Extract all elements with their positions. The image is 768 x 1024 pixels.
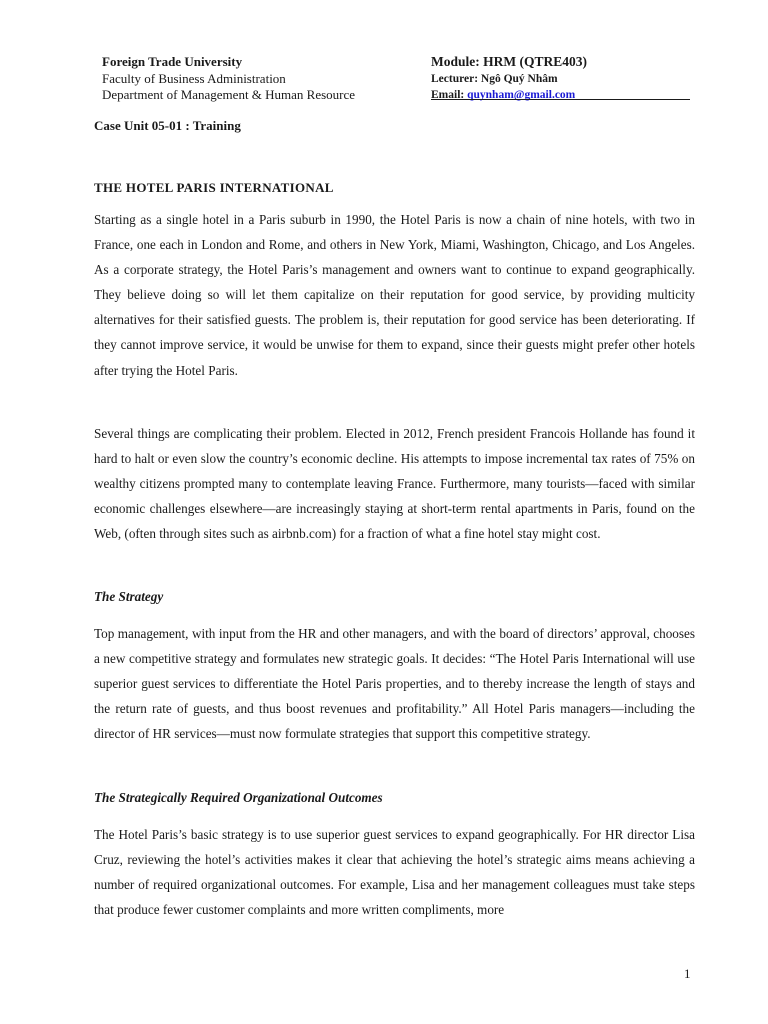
section-heading-strategy: The Strategy xyxy=(94,589,164,604)
module-code: Module: HRM (QTRE403) xyxy=(431,54,587,69)
department-name: Department of Management & Human Resource xyxy=(102,87,356,102)
document-title: THE HOTEL PARIS INTERNATIONAL xyxy=(94,180,334,195)
section-heading-outcomes: The Strategically Required Organizational Outcomes xyxy=(94,790,383,805)
paragraph-complications: Several things are complicating their problem. Elected in 2012, French president Francois Hollande has found it hard to halt or even slow the country’s economic decline. His attempts to impose incremental tax rates of 75% on wealthy citizens prompted many to contemplate leaving France. Furthermore, many tourists—faced with similar economic challenges elsewhere—are increasingly staying at short-term rental apartments in Paris, found on the Web, (often through sites such as airbnb.com) for a fraction of what a fine hotel stay might cost. xyxy=(94,426,695,542)
paragraph-intro: Starting as a single hotel in a Paris suburb in 1990, the Hotel Paris is now a chain of nine hotels, with two in France, one each in London and Rome, and others in New York, Miami, Washington, Chicago, and Los Angeles. As a corporate strategy, the Hotel Paris’s management and owners want to continue to expand geographically. They believe doing so will let them capitalize on their reputation for good service, by providing multicity alternatives for their satisfied guests. The problem is, their reputation for good service has been deteriorating. If they cannot improve service, it would be unwise for them to expand, since their guests might prefer other hotels after trying the Hotel Paris. xyxy=(94,212,695,378)
lecturer-name: Lecturer: Ngô Quý Nhâm xyxy=(431,72,558,85)
case-unit-heading: Case Unit 05-01 : Training xyxy=(94,118,241,133)
email-label: Email: xyxy=(431,88,468,101)
header-institution xyxy=(102,54,422,104)
header-divider xyxy=(431,99,690,100)
email-link[interactable]: quynham@gmail.com xyxy=(467,88,576,101)
page-number: 1 xyxy=(684,966,691,981)
university-name: Foreign Trade University xyxy=(102,54,243,69)
email-line xyxy=(431,87,691,103)
header-module xyxy=(431,54,691,103)
paragraph-strategy: Top management, with input from the HR and other managers, and with the board of directors’ approval, chooses a new competitive strategy and formulates new strategic goals. It decides: “The Hotel Paris International will use superior guest services to differentiate the Hotel Paris properties, and to thereby increase the length of stays and the return rate of guests, and thus boost revenues and profitability.” All Hotel Paris managers—including the director of HR services—must now formulate strategies that support this competitive strategy. xyxy=(94,626,695,742)
faculty-name: Faculty of Business Administration xyxy=(102,70,286,86)
paragraph-outcomes: The Hotel Paris’s basic strategy is to use superior guest services to expand geographically. For HR director Lisa Cruz, reviewing the hotel’s activities makes it clear that achieving the hotel’s strategic aims means achieving a number of required organizational outcomes. For example, Lisa and her management colleagues must take steps that produce fewer customer complaints and more written compliments, more xyxy=(94,827,695,918)
